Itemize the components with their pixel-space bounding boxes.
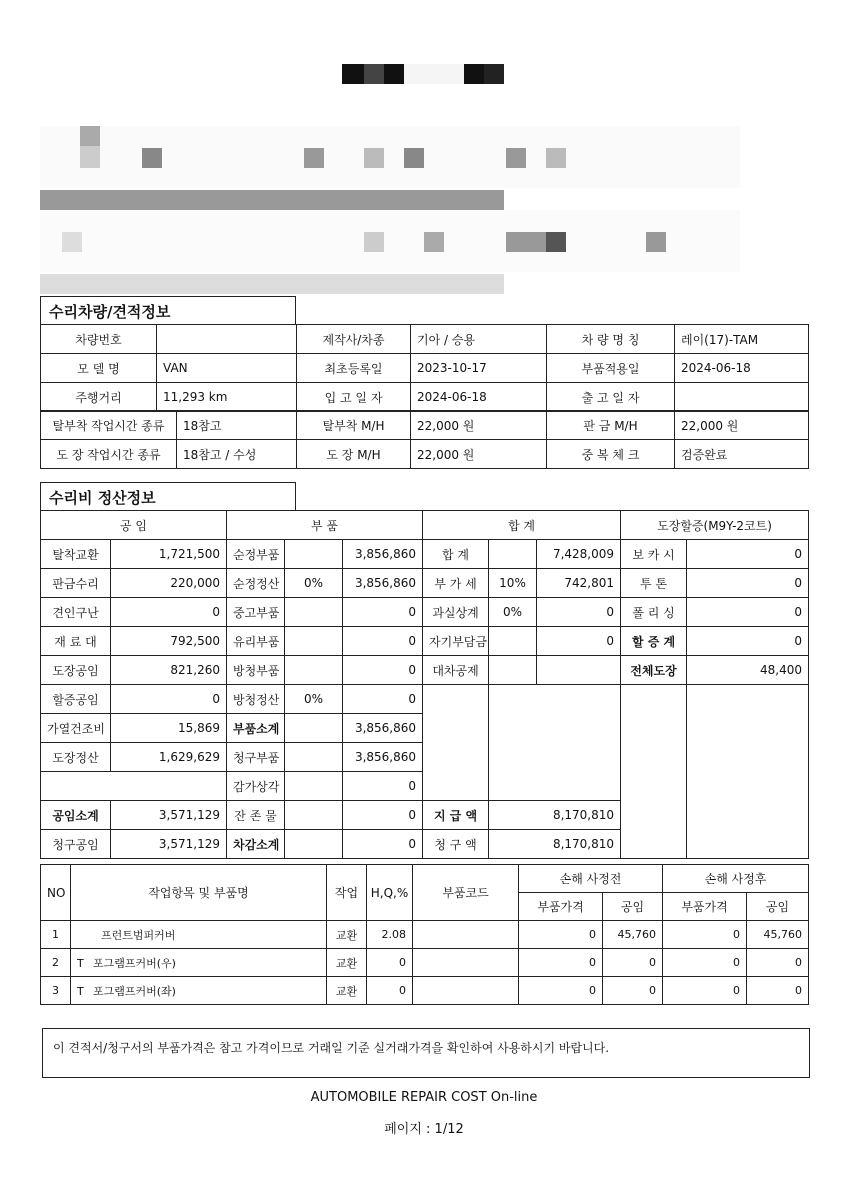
parts-label: 방청정산 <box>227 685 285 714</box>
item-name-cell <box>71 977 327 1005</box>
total-label: 지 급 액 <box>423 801 489 830</box>
labor-label: 공임소계 <box>41 801 111 830</box>
header-hq: H,Q,% <box>367 865 413 921</box>
paint-value: 48,400 <box>687 656 809 685</box>
cost-body <box>41 540 809 859</box>
item-before-labor: 0 <box>603 949 663 977</box>
parts-label: 감가상각 <box>227 772 285 801</box>
parts-label: 부품소계 <box>227 714 285 743</box>
labor-value: 792,500 <box>111 627 227 656</box>
labor-label: 재 료 대 <box>41 627 111 656</box>
value-cell: 22,000 원 <box>411 440 547 469</box>
value-cell <box>157 325 297 354</box>
label-cell: 차 량 명 칭 <box>547 325 675 354</box>
parts-rate <box>285 540 343 569</box>
parts-label: 순정정산 <box>227 569 285 598</box>
item-code <box>413 949 519 977</box>
table-row <box>41 383 809 412</box>
item-after-labor: 45,760 <box>747 921 809 949</box>
parts-value: 3,856,860 <box>343 540 423 569</box>
table-row <box>41 921 809 949</box>
table-row <box>41 598 809 627</box>
paint-label: 투 톤 <box>621 569 687 598</box>
work-time-table <box>40 410 809 469</box>
parts-rate <box>285 801 343 830</box>
table-row <box>41 440 809 469</box>
label-cell: 탈부착 작업시간 종류 <box>41 411 177 440</box>
label-cell: 주행거리 <box>41 383 157 412</box>
labor-label: 판금수리 <box>41 569 111 598</box>
total-label: 과실상계 <box>423 598 489 627</box>
labor-label: 가열건조비 <box>41 714 111 743</box>
item-work: 교환 <box>327 949 367 977</box>
header-before-price: 부품가격 <box>519 893 603 921</box>
paint-label: 전체도장 <box>621 656 687 685</box>
value-cell: 2023-10-17 <box>411 354 547 383</box>
item-name: 프런트범퍼커버 <box>101 928 176 942</box>
parts-rate <box>285 714 343 743</box>
labor-label: 도장정산 <box>41 743 111 772</box>
labor-value: 3,571,129 <box>111 801 227 830</box>
label-cell: 입 고 일 자 <box>297 383 411 412</box>
labor-label: 견인구난 <box>41 598 111 627</box>
items-body <box>41 921 809 1005</box>
paint-label: 보 카 시 <box>621 540 687 569</box>
parts-value: 0 <box>343 627 423 656</box>
labor-value: 821,260 <box>111 656 227 685</box>
item-code <box>413 977 519 1005</box>
item-before-price: 0 <box>519 977 603 1005</box>
header-after-price: 부품가격 <box>663 893 747 921</box>
total-empty <box>423 685 489 801</box>
labor-value: 3,571,129 <box>111 830 227 859</box>
table-row <box>41 977 809 1005</box>
total-rate: 0% <box>489 598 537 627</box>
labor-value: 15,869 <box>111 714 227 743</box>
notice-box: 이 견적서/청구서의 부품가격은 참고 가격이므로 거래일 기준 실거래가격을 확인하여 사용하시기 바랍니다. <box>42 1028 810 1078</box>
value-cell: 2024-06-18 <box>411 383 547 412</box>
paint-label: 폴 리 싱 <box>621 598 687 627</box>
parts-value: 0 <box>343 772 423 801</box>
table-row <box>41 685 809 714</box>
item-after-labor: 0 <box>747 977 809 1005</box>
item-after-price: 0 <box>663 949 747 977</box>
table-row <box>41 569 809 598</box>
parts-label: 잔 존 물 <box>227 801 285 830</box>
parts-value: 0 <box>343 656 423 685</box>
header-after-labor: 공임 <box>747 893 809 921</box>
parts-rate <box>285 830 343 859</box>
paint-empty <box>621 685 687 859</box>
paint-label: 할 증 계 <box>621 627 687 656</box>
total-value <box>537 656 621 685</box>
total-label: 부 가 세 <box>423 569 489 598</box>
value-cell: 기아 / 승용 <box>411 325 547 354</box>
parts-label: 청구부품 <box>227 743 285 772</box>
label-cell: 출 고 일 자 <box>547 383 675 412</box>
label-cell: 제작사/차종 <box>297 325 411 354</box>
total-value: 8,170,810 <box>489 830 621 859</box>
labor-value: 0 <box>111 598 227 627</box>
paint-value: 0 <box>687 627 809 656</box>
item-work: 교환 <box>327 977 367 1005</box>
total-value: 7,428,009 <box>537 540 621 569</box>
parts-rate <box>285 598 343 627</box>
item-no: 1 <box>41 921 71 949</box>
total-value: 0 <box>537 627 621 656</box>
table-row <box>41 354 809 383</box>
value-cell <box>675 383 809 412</box>
parts-rate: 0% <box>285 685 343 714</box>
parts-rate: 0% <box>285 569 343 598</box>
label-cell: 판 금 M/H <box>547 411 675 440</box>
label-cell: 모 델 명 <box>41 354 157 383</box>
parts-rate <box>285 772 343 801</box>
header-parts: 부 품 <box>227 511 423 540</box>
item-no: 2 <box>41 949 71 977</box>
item-no: 3 <box>41 977 71 1005</box>
header-work: 작업 <box>327 865 367 921</box>
labor-label: 할증공임 <box>41 685 111 714</box>
items-table <box>40 864 809 1005</box>
label-cell: 최초등록일 <box>297 354 411 383</box>
value-cell: VAN <box>157 354 297 383</box>
parts-value: 0 <box>343 598 423 627</box>
header-name: 작업항목 및 부품명 <box>71 865 327 921</box>
header-before: 손해 사정전 <box>519 865 663 893</box>
total-rate: 10% <box>489 569 537 598</box>
cost-section-title: 수리비 정산정보 <box>40 482 296 510</box>
parts-rate <box>285 656 343 685</box>
parts-label: 방청부품 <box>227 656 285 685</box>
item-after-price: 0 <box>663 921 747 949</box>
parts-label: 순정부품 <box>227 540 285 569</box>
total-rate <box>489 656 537 685</box>
header-labor: 공 임 <box>41 511 227 540</box>
table-row <box>41 627 809 656</box>
labor-value: 1,721,500 <box>111 540 227 569</box>
parts-value: 3,856,860 <box>343 569 423 598</box>
header-no: NO <box>41 865 71 921</box>
total-value: 742,801 <box>537 569 621 598</box>
item-name-cell <box>71 921 327 949</box>
item-name: 포그램프커버(우) <box>93 956 176 970</box>
parts-value: 0 <box>343 801 423 830</box>
label-cell: 부품적용일 <box>547 354 675 383</box>
label-cell: 도 장 M/H <box>297 440 411 469</box>
value-cell: 22,000 원 <box>675 411 809 440</box>
vehicle-info-table <box>40 324 809 412</box>
paint-value: 0 <box>687 569 809 598</box>
total-empty <box>489 685 621 801</box>
vehicle-section-title: 수리차량/견적정보 <box>40 296 296 324</box>
label-cell: 탈부착 M/H <box>297 411 411 440</box>
labor-value: 220,000 <box>111 569 227 598</box>
labor-value: 0 <box>111 685 227 714</box>
total-value: 0 <box>537 598 621 627</box>
item-before-labor: 0 <box>603 977 663 1005</box>
parts-value: 0 <box>343 685 423 714</box>
total-rate <box>489 540 537 569</box>
labor-label: 탈착교환 <box>41 540 111 569</box>
parts-rate <box>285 627 343 656</box>
item-hq: 0 <box>367 977 413 1005</box>
label-cell: 중 복 체 크 <box>547 440 675 469</box>
cost-header-row <box>41 511 809 540</box>
value-cell: 18참고 <box>177 411 297 440</box>
footer-page: 페이지 : 1/12 <box>384 1122 464 1137</box>
paint-value: 0 <box>687 598 809 627</box>
paint-empty <box>687 685 809 859</box>
total-rate <box>489 627 537 656</box>
parts-value: 3,856,860 <box>343 714 423 743</box>
footer-brand: AUTOMOBILE REPAIR COST On-line <box>310 1090 538 1105</box>
header-before-labor: 공임 <box>603 893 663 921</box>
labor-label: 도장공임 <box>41 656 111 685</box>
table-row <box>41 411 809 440</box>
item-name: 포그램프커버(좌) <box>93 984 176 998</box>
header-total: 합 계 <box>423 511 621 540</box>
value-cell: 22,000 원 <box>411 411 547 440</box>
parts-rate <box>285 743 343 772</box>
item-before-labor: 45,760 <box>603 921 663 949</box>
table-row <box>41 325 809 354</box>
label-cell: 차량번호 <box>41 325 157 354</box>
value-cell: 18참고 / 수성 <box>177 440 297 469</box>
item-code <box>413 921 519 949</box>
item-after-labor: 0 <box>747 949 809 977</box>
parts-label: 중고부품 <box>227 598 285 627</box>
header-after: 손해 사정후 <box>663 865 809 893</box>
total-label: 대차공제 <box>423 656 489 685</box>
items-header-row <box>41 865 809 893</box>
item-type-flag: T <box>77 956 84 970</box>
total-label: 자기부담금 <box>423 627 489 656</box>
table-row <box>41 949 809 977</box>
table-row <box>41 540 809 569</box>
item-hq: 2.08 <box>367 921 413 949</box>
labor-label: 청구공임 <box>41 830 111 859</box>
value-cell: 레이(17)-TAM <box>675 325 809 354</box>
parts-label: 유리부품 <box>227 627 285 656</box>
item-type-flag: T <box>77 984 84 998</box>
parts-label: 차감소계 <box>227 830 285 859</box>
item-before-price: 0 <box>519 921 603 949</box>
item-work: 교환 <box>327 921 367 949</box>
total-label: 청 구 액 <box>423 830 489 859</box>
value-cell: 11,293 km <box>157 383 297 412</box>
item-after-price: 0 <box>663 977 747 1005</box>
value-cell: 검증완료 <box>675 440 809 469</box>
parts-value: 3,856,860 <box>343 743 423 772</box>
item-name-cell <box>71 949 327 977</box>
item-hq: 0 <box>367 949 413 977</box>
header-code: 부품코드 <box>413 865 519 921</box>
cost-table <box>40 510 809 859</box>
labor-label <box>41 772 227 801</box>
parts-value: 0 <box>343 830 423 859</box>
total-value: 8,170,810 <box>489 801 621 830</box>
total-label: 합 계 <box>423 540 489 569</box>
header-paint: 도장할증(M9Y-2코트) <box>621 511 809 540</box>
label-cell: 도 장 작업시간 종류 <box>41 440 177 469</box>
value-cell: 2024-06-18 <box>675 354 809 383</box>
labor-value: 1,629,629 <box>111 743 227 772</box>
paint-value: 0 <box>687 540 809 569</box>
table-row <box>41 656 809 685</box>
item-before-price: 0 <box>519 949 603 977</box>
